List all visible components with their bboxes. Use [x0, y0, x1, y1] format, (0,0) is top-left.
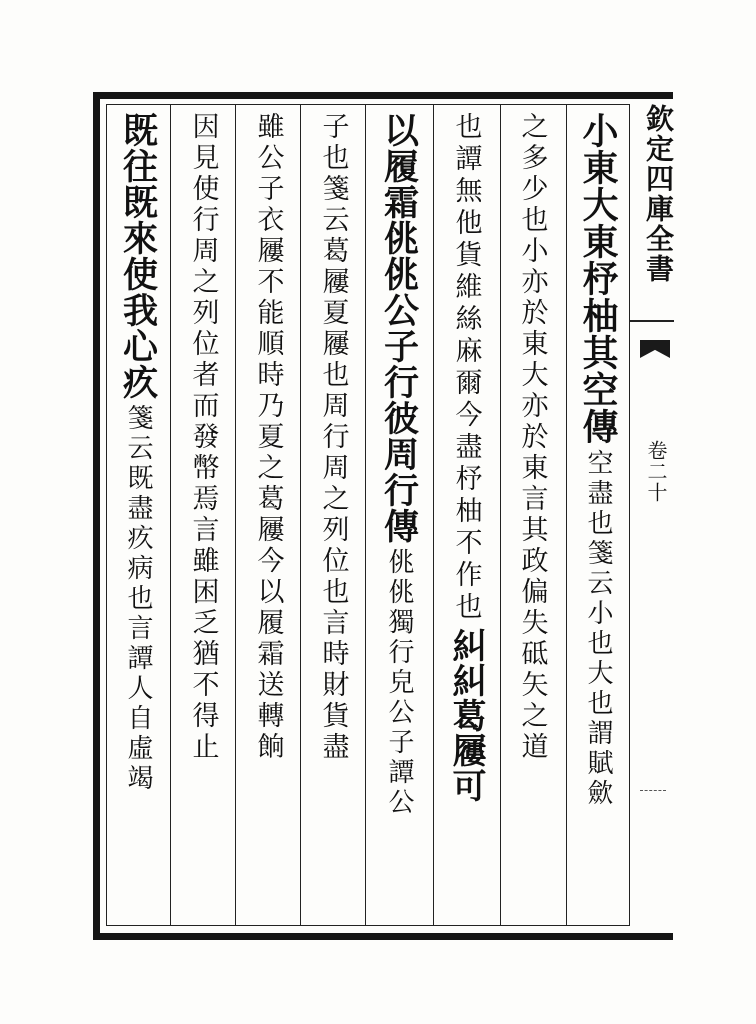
margin-title: 欽定四庫全書: [642, 104, 675, 284]
main-text: 小東大東杼柚其空傳: [577, 112, 619, 445]
text-column-5: [309, 112, 357, 918]
commentary-text: 箋云既盡疚病也言譚人自虛竭: [123, 404, 153, 794]
commentary-text: 空盡也箋云小也大也謂賦歛: [583, 449, 613, 809]
commentary-text: 也譚無他貨維絲麻爾今盡杼柚不作也: [450, 112, 482, 624]
column-divider: [566, 104, 567, 926]
column-divider: [300, 104, 301, 926]
column-divider: [500, 104, 501, 926]
commentary-text: 子也箋云葛屨夏屨也周行周之列位也言時財貨盡: [317, 112, 349, 763]
commentary-text: 雖公子衣屨不能順時乃夏之葛屨今以履霜送轉餉: [252, 112, 284, 763]
text-column-7: [179, 112, 227, 918]
margin-rule: [630, 320, 674, 322]
margin-dash: [640, 790, 666, 791]
text-column-1: [574, 112, 622, 918]
commentary-text: 因見使行周之列位者而發幣焉言雖困乏猶不得止: [187, 112, 219, 763]
text-column-8: [114, 112, 162, 918]
column-divider: [170, 104, 171, 926]
main-text: 糾糾葛屨可: [446, 628, 486, 803]
commentary-text: 之多少也小亦於東大亦於東言其政偏失砥矢之道: [516, 112, 548, 763]
text-column-4: [375, 112, 423, 918]
text-column-6: [244, 112, 292, 918]
text-column-3: [442, 112, 490, 918]
text-column-2: [508, 112, 556, 918]
main-text: 以履霜佻佻公子行彼周行傳: [378, 112, 420, 544]
volume-label: 卷二十: [644, 440, 668, 503]
commentary-text: 佻佻獨行皃公子譚公: [384, 548, 414, 818]
column-divider: [235, 104, 236, 926]
column-divider: [433, 104, 434, 926]
main-text: 既往既來使我心疚: [117, 112, 159, 400]
column-divider: [365, 104, 366, 926]
